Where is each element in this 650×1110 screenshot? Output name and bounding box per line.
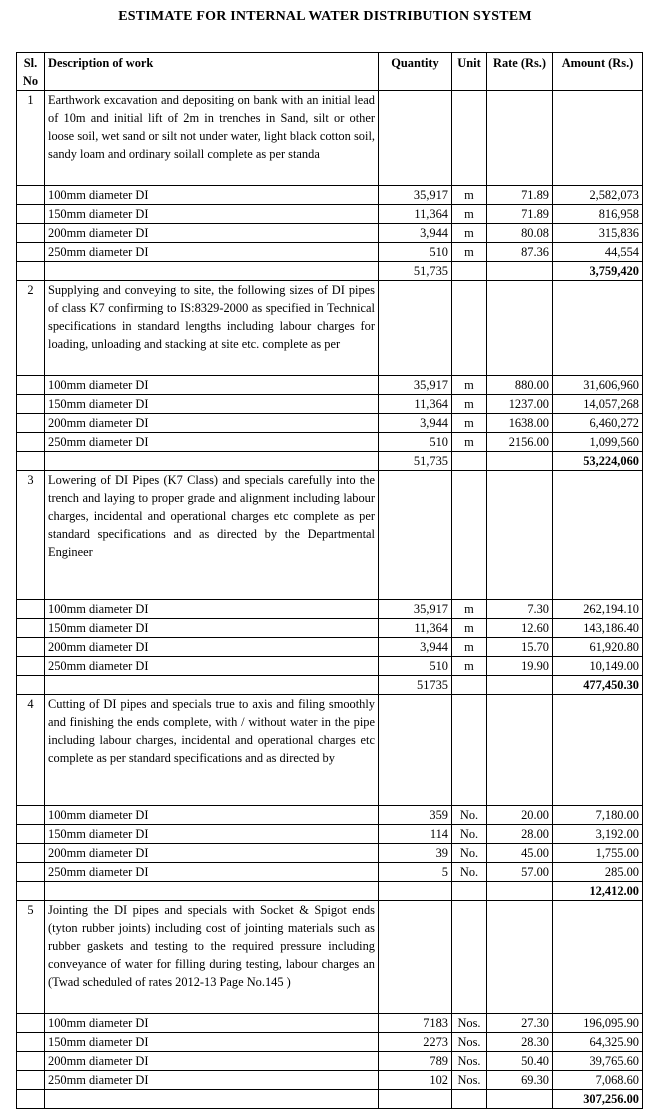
- empty-cell: [379, 281, 452, 376]
- empty-cell: [553, 91, 643, 186]
- section-description: Cutting of DI pipes and specials true to axis and filing smoothly and finishing the ends complete, with / without water in the pipe including labour charges, incidental and operational charges etc complete as per standard specifications and as directed by: [45, 695, 379, 806]
- header-rate: Rate (Rs.): [487, 53, 553, 91]
- item-rate: 2156.00: [487, 433, 553, 452]
- section-row: [17, 471, 643, 600]
- item-amount: 2,582,073: [553, 186, 643, 205]
- item-unit: m: [452, 186, 487, 205]
- item-rate: 1237.00: [487, 395, 553, 414]
- item-amount: 14,057,268: [553, 395, 643, 414]
- empty-cell: [17, 600, 45, 619]
- item-rate: 20.00: [487, 806, 553, 825]
- item-quantity: 35,917: [379, 600, 452, 619]
- item-description: 250mm diameter DI: [45, 1071, 379, 1090]
- item-description: 100mm diameter DI: [45, 600, 379, 619]
- empty-cell: [17, 1014, 45, 1033]
- empty-cell: [553, 281, 643, 376]
- item-amount: 44,554: [553, 243, 643, 262]
- item-amount: 1,099,560: [553, 433, 643, 452]
- item-rate: 28.00: [487, 825, 553, 844]
- item-row: [17, 863, 643, 882]
- item-rate: 15.70: [487, 638, 553, 657]
- item-amount: 196,095.90: [553, 1014, 643, 1033]
- empty-cell: [17, 863, 45, 882]
- header-amount: Amount (Rs.): [553, 53, 643, 91]
- empty-cell: [17, 882, 45, 901]
- item-quantity: 11,364: [379, 619, 452, 638]
- item-description: 250mm diameter DI: [45, 243, 379, 262]
- total-amount: 477,450.30: [553, 676, 643, 695]
- item-amount: 7,180.00: [553, 806, 643, 825]
- item-row: [17, 186, 643, 205]
- header-description: Description of work: [45, 53, 379, 91]
- empty-cell: [452, 471, 487, 600]
- section-sl-no: 3: [17, 471, 45, 600]
- total-row: [17, 882, 643, 901]
- empty-cell: [17, 262, 45, 281]
- item-amount: 64,325.90: [553, 1033, 643, 1052]
- item-amount: 3,192.00: [553, 825, 643, 844]
- item-rate: 87.36: [487, 243, 553, 262]
- item-quantity: 7183: [379, 1014, 452, 1033]
- item-rate: 71.89: [487, 186, 553, 205]
- empty-cell: [17, 806, 45, 825]
- item-quantity: 102: [379, 1071, 452, 1090]
- header-row: [17, 53, 643, 91]
- section-sl-no: 2: [17, 281, 45, 376]
- item-row: [17, 806, 643, 825]
- item-rate: 69.30: [487, 1071, 553, 1090]
- item-unit: m: [452, 395, 487, 414]
- item-unit: No.: [452, 825, 487, 844]
- empty-cell: [17, 452, 45, 471]
- item-amount: 10,149.00: [553, 657, 643, 676]
- item-row: [17, 414, 643, 433]
- empty-cell: [553, 471, 643, 600]
- empty-cell: [17, 433, 45, 452]
- item-row: [17, 825, 643, 844]
- item-amount: 1,755.00: [553, 844, 643, 863]
- item-row: [17, 657, 643, 676]
- item-description: 100mm diameter DI: [45, 186, 379, 205]
- empty-cell: [452, 695, 487, 806]
- empty-cell: [17, 414, 45, 433]
- empty-cell: [379, 695, 452, 806]
- item-unit: m: [452, 638, 487, 657]
- item-unit: No.: [452, 844, 487, 863]
- header-quantity: Quantity: [379, 53, 452, 91]
- item-unit: Nos.: [452, 1014, 487, 1033]
- empty-cell: [452, 91, 487, 186]
- item-rate: 19.90: [487, 657, 553, 676]
- empty-cell: [45, 452, 379, 471]
- section-description: Earthwork excavation and depositing on bank with an initial lead of 10m and initial lift of 2m in trenches in Sand, silt or other loose soil, wet sand or silt not under water, light black cotton soil, sandy loam and ordinary soilall complete as per standa: [45, 91, 379, 186]
- empty-cell: [17, 1071, 45, 1090]
- empty-cell: [17, 638, 45, 657]
- item-unit: No.: [452, 863, 487, 882]
- section-description: Supplying and conveying to site, the following sizes of DI pipes of class K7 confirming to IS:8329-2000 as specified in Technical specifications in standard lengths including labour charges for loading, unloading and stacking at site etc. complete as per: [45, 281, 379, 376]
- item-row: [17, 600, 643, 619]
- item-rate: 27.30: [487, 1014, 553, 1033]
- total-amount: 12,412.00: [553, 882, 643, 901]
- total-row: [17, 676, 643, 695]
- item-description: 100mm diameter DI: [45, 376, 379, 395]
- item-quantity: 11,364: [379, 395, 452, 414]
- empty-cell: [17, 676, 45, 695]
- empty-cell: [553, 901, 643, 1014]
- item-quantity: 3,944: [379, 638, 452, 657]
- item-description: 150mm diameter DI: [45, 619, 379, 638]
- section-row: [17, 281, 643, 376]
- item-unit: m: [452, 243, 487, 262]
- item-unit: m: [452, 376, 487, 395]
- empty-cell: [487, 1090, 553, 1109]
- item-description: 250mm diameter DI: [45, 433, 379, 452]
- section-row: [17, 901, 643, 1014]
- item-amount: 31,606,960: [553, 376, 643, 395]
- item-description: 200mm diameter DI: [45, 844, 379, 863]
- item-description: 250mm diameter DI: [45, 863, 379, 882]
- header-sl-no: Sl. No: [17, 53, 45, 91]
- item-rate: 880.00: [487, 376, 553, 395]
- item-quantity: 359: [379, 806, 452, 825]
- item-row: [17, 844, 643, 863]
- total-quantity: 51,735: [379, 262, 452, 281]
- total-row: [17, 262, 643, 281]
- item-description: 150mm diameter DI: [45, 395, 379, 414]
- item-rate: 7.30: [487, 600, 553, 619]
- empty-cell: [17, 376, 45, 395]
- total-row: [17, 1090, 643, 1109]
- item-quantity: 510: [379, 243, 452, 262]
- empty-cell: [553, 695, 643, 806]
- item-description: 200mm diameter DI: [45, 224, 379, 243]
- item-description: 100mm diameter DI: [45, 806, 379, 825]
- empty-cell: [487, 262, 553, 281]
- empty-cell: [45, 262, 379, 281]
- section-description: Jointing the DI pipes and specials with Socket & Spigot ends (tyton rubber joints) including cost of jointing materials such as rubber gaskets and testing to the required pressure including conveyance of water for filling during testing, labour charges an (Twad scheduled of rates 2012-13 Page No.145 ): [45, 901, 379, 1014]
- empty-cell: [487, 882, 553, 901]
- item-amount: 315,836: [553, 224, 643, 243]
- total-amount: 3,759,420: [553, 262, 643, 281]
- empty-cell: [17, 395, 45, 414]
- empty-cell: [452, 281, 487, 376]
- empty-cell: [17, 224, 45, 243]
- empty-cell: [487, 901, 553, 1014]
- item-rate: 71.89: [487, 205, 553, 224]
- item-unit: Nos.: [452, 1071, 487, 1090]
- empty-cell: [379, 91, 452, 186]
- item-description: 200mm diameter DI: [45, 414, 379, 433]
- item-description: 250mm diameter DI: [45, 657, 379, 676]
- item-row: [17, 619, 643, 638]
- empty-cell: [452, 262, 487, 281]
- item-amount: 285.00: [553, 863, 643, 882]
- total-amount: 53,224,060: [553, 452, 643, 471]
- item-description: 150mm diameter DI: [45, 1033, 379, 1052]
- item-quantity: 114: [379, 825, 452, 844]
- item-rate: 28.30: [487, 1033, 553, 1052]
- item-unit: m: [452, 433, 487, 452]
- section-sl-no: 5: [17, 901, 45, 1014]
- empty-cell: [17, 1033, 45, 1052]
- empty-cell: [45, 676, 379, 695]
- item-quantity: 3,944: [379, 224, 452, 243]
- empty-cell: [17, 186, 45, 205]
- section-sl-no: 1: [17, 91, 45, 186]
- empty-cell: [452, 676, 487, 695]
- item-amount: 262,194.10: [553, 600, 643, 619]
- empty-cell: [452, 1090, 487, 1109]
- item-amount: 6,460,272: [553, 414, 643, 433]
- item-quantity: 11,364: [379, 205, 452, 224]
- item-amount: 143,186.40: [553, 619, 643, 638]
- total-quantity: [379, 882, 452, 901]
- item-rate: 12.60: [487, 619, 553, 638]
- item-row: [17, 1014, 643, 1033]
- empty-cell: [17, 1052, 45, 1071]
- item-amount: 7,068.60: [553, 1071, 643, 1090]
- empty-cell: [487, 471, 553, 600]
- item-unit: m: [452, 224, 487, 243]
- item-unit: m: [452, 414, 487, 433]
- item-row: [17, 638, 643, 657]
- empty-cell: [452, 452, 487, 471]
- empty-cell: [487, 695, 553, 806]
- empty-cell: [17, 1090, 45, 1109]
- empty-cell: [17, 205, 45, 224]
- item-row: [17, 1033, 643, 1052]
- item-unit: m: [452, 205, 487, 224]
- item-unit: m: [452, 657, 487, 676]
- section-row: [17, 695, 643, 806]
- empty-cell: [17, 657, 45, 676]
- empty-cell: [487, 676, 553, 695]
- empty-cell: [452, 882, 487, 901]
- total-quantity: [379, 1090, 452, 1109]
- empty-cell: [17, 243, 45, 262]
- item-quantity: 3,944: [379, 414, 452, 433]
- item-quantity: 39: [379, 844, 452, 863]
- document-title: ESTIMATE FOR INTERNAL WATER DISTRIBUTION SYSTEM: [118, 9, 532, 24]
- item-description: 200mm diameter DI: [45, 638, 379, 657]
- item-quantity: 510: [379, 433, 452, 452]
- item-row: [17, 1052, 643, 1071]
- section-sl-no: 4: [17, 695, 45, 806]
- empty-cell: [17, 825, 45, 844]
- item-description: 100mm diameter DI: [45, 1014, 379, 1033]
- item-unit: m: [452, 619, 487, 638]
- total-quantity: 51735: [379, 676, 452, 695]
- empty-cell: [17, 844, 45, 863]
- empty-cell: [379, 901, 452, 1014]
- item-quantity: 510: [379, 657, 452, 676]
- item-rate: 1638.00: [487, 414, 553, 433]
- item-row: [17, 1071, 643, 1090]
- total-quantity: 51,735: [379, 452, 452, 471]
- item-description: 200mm diameter DI: [45, 1052, 379, 1071]
- empty-cell: [487, 452, 553, 471]
- item-row: [17, 224, 643, 243]
- item-rate: 80.08: [487, 224, 553, 243]
- empty-cell: [487, 91, 553, 186]
- item-amount: 39,765.60: [553, 1052, 643, 1071]
- total-amount: 307,256.00: [553, 1090, 643, 1109]
- item-unit: m: [452, 600, 487, 619]
- item-quantity: 35,917: [379, 376, 452, 395]
- item-amount: 61,920.80: [553, 638, 643, 657]
- empty-cell: [379, 471, 452, 600]
- estimate-table: [16, 52, 643, 1109]
- total-row: [17, 452, 643, 471]
- item-rate: 50.40: [487, 1052, 553, 1071]
- item-quantity: 2273: [379, 1033, 452, 1052]
- item-description: 150mm diameter DI: [45, 825, 379, 844]
- section-row: [17, 91, 643, 186]
- item-unit: Nos.: [452, 1052, 487, 1071]
- empty-cell: [17, 619, 45, 638]
- item-row: [17, 395, 643, 414]
- item-rate: 45.00: [487, 844, 553, 863]
- item-quantity: 35,917: [379, 186, 452, 205]
- item-rate: 57.00: [487, 863, 553, 882]
- item-unit: No.: [452, 806, 487, 825]
- item-row: [17, 433, 643, 452]
- empty-cell: [452, 901, 487, 1014]
- empty-cell: [45, 882, 379, 901]
- header-unit: Unit: [452, 53, 487, 91]
- item-quantity: 789: [379, 1052, 452, 1071]
- item-row: [17, 205, 643, 224]
- item-amount: 816,958: [553, 205, 643, 224]
- item-row: [17, 376, 643, 395]
- item-description: 150mm diameter DI: [45, 205, 379, 224]
- item-row: [17, 243, 643, 262]
- section-description: Lowering of DI Pipes (K7 Class) and specials carefully into the trench and laying to proper grade and alignment including labour charges, incidental and operational charges etc complete as per standard specifications and as directed by the Departmental Engineer: [45, 471, 379, 600]
- item-quantity: 5: [379, 863, 452, 882]
- item-unit: Nos.: [452, 1033, 487, 1052]
- empty-cell: [487, 281, 553, 376]
- empty-cell: [45, 1090, 379, 1109]
